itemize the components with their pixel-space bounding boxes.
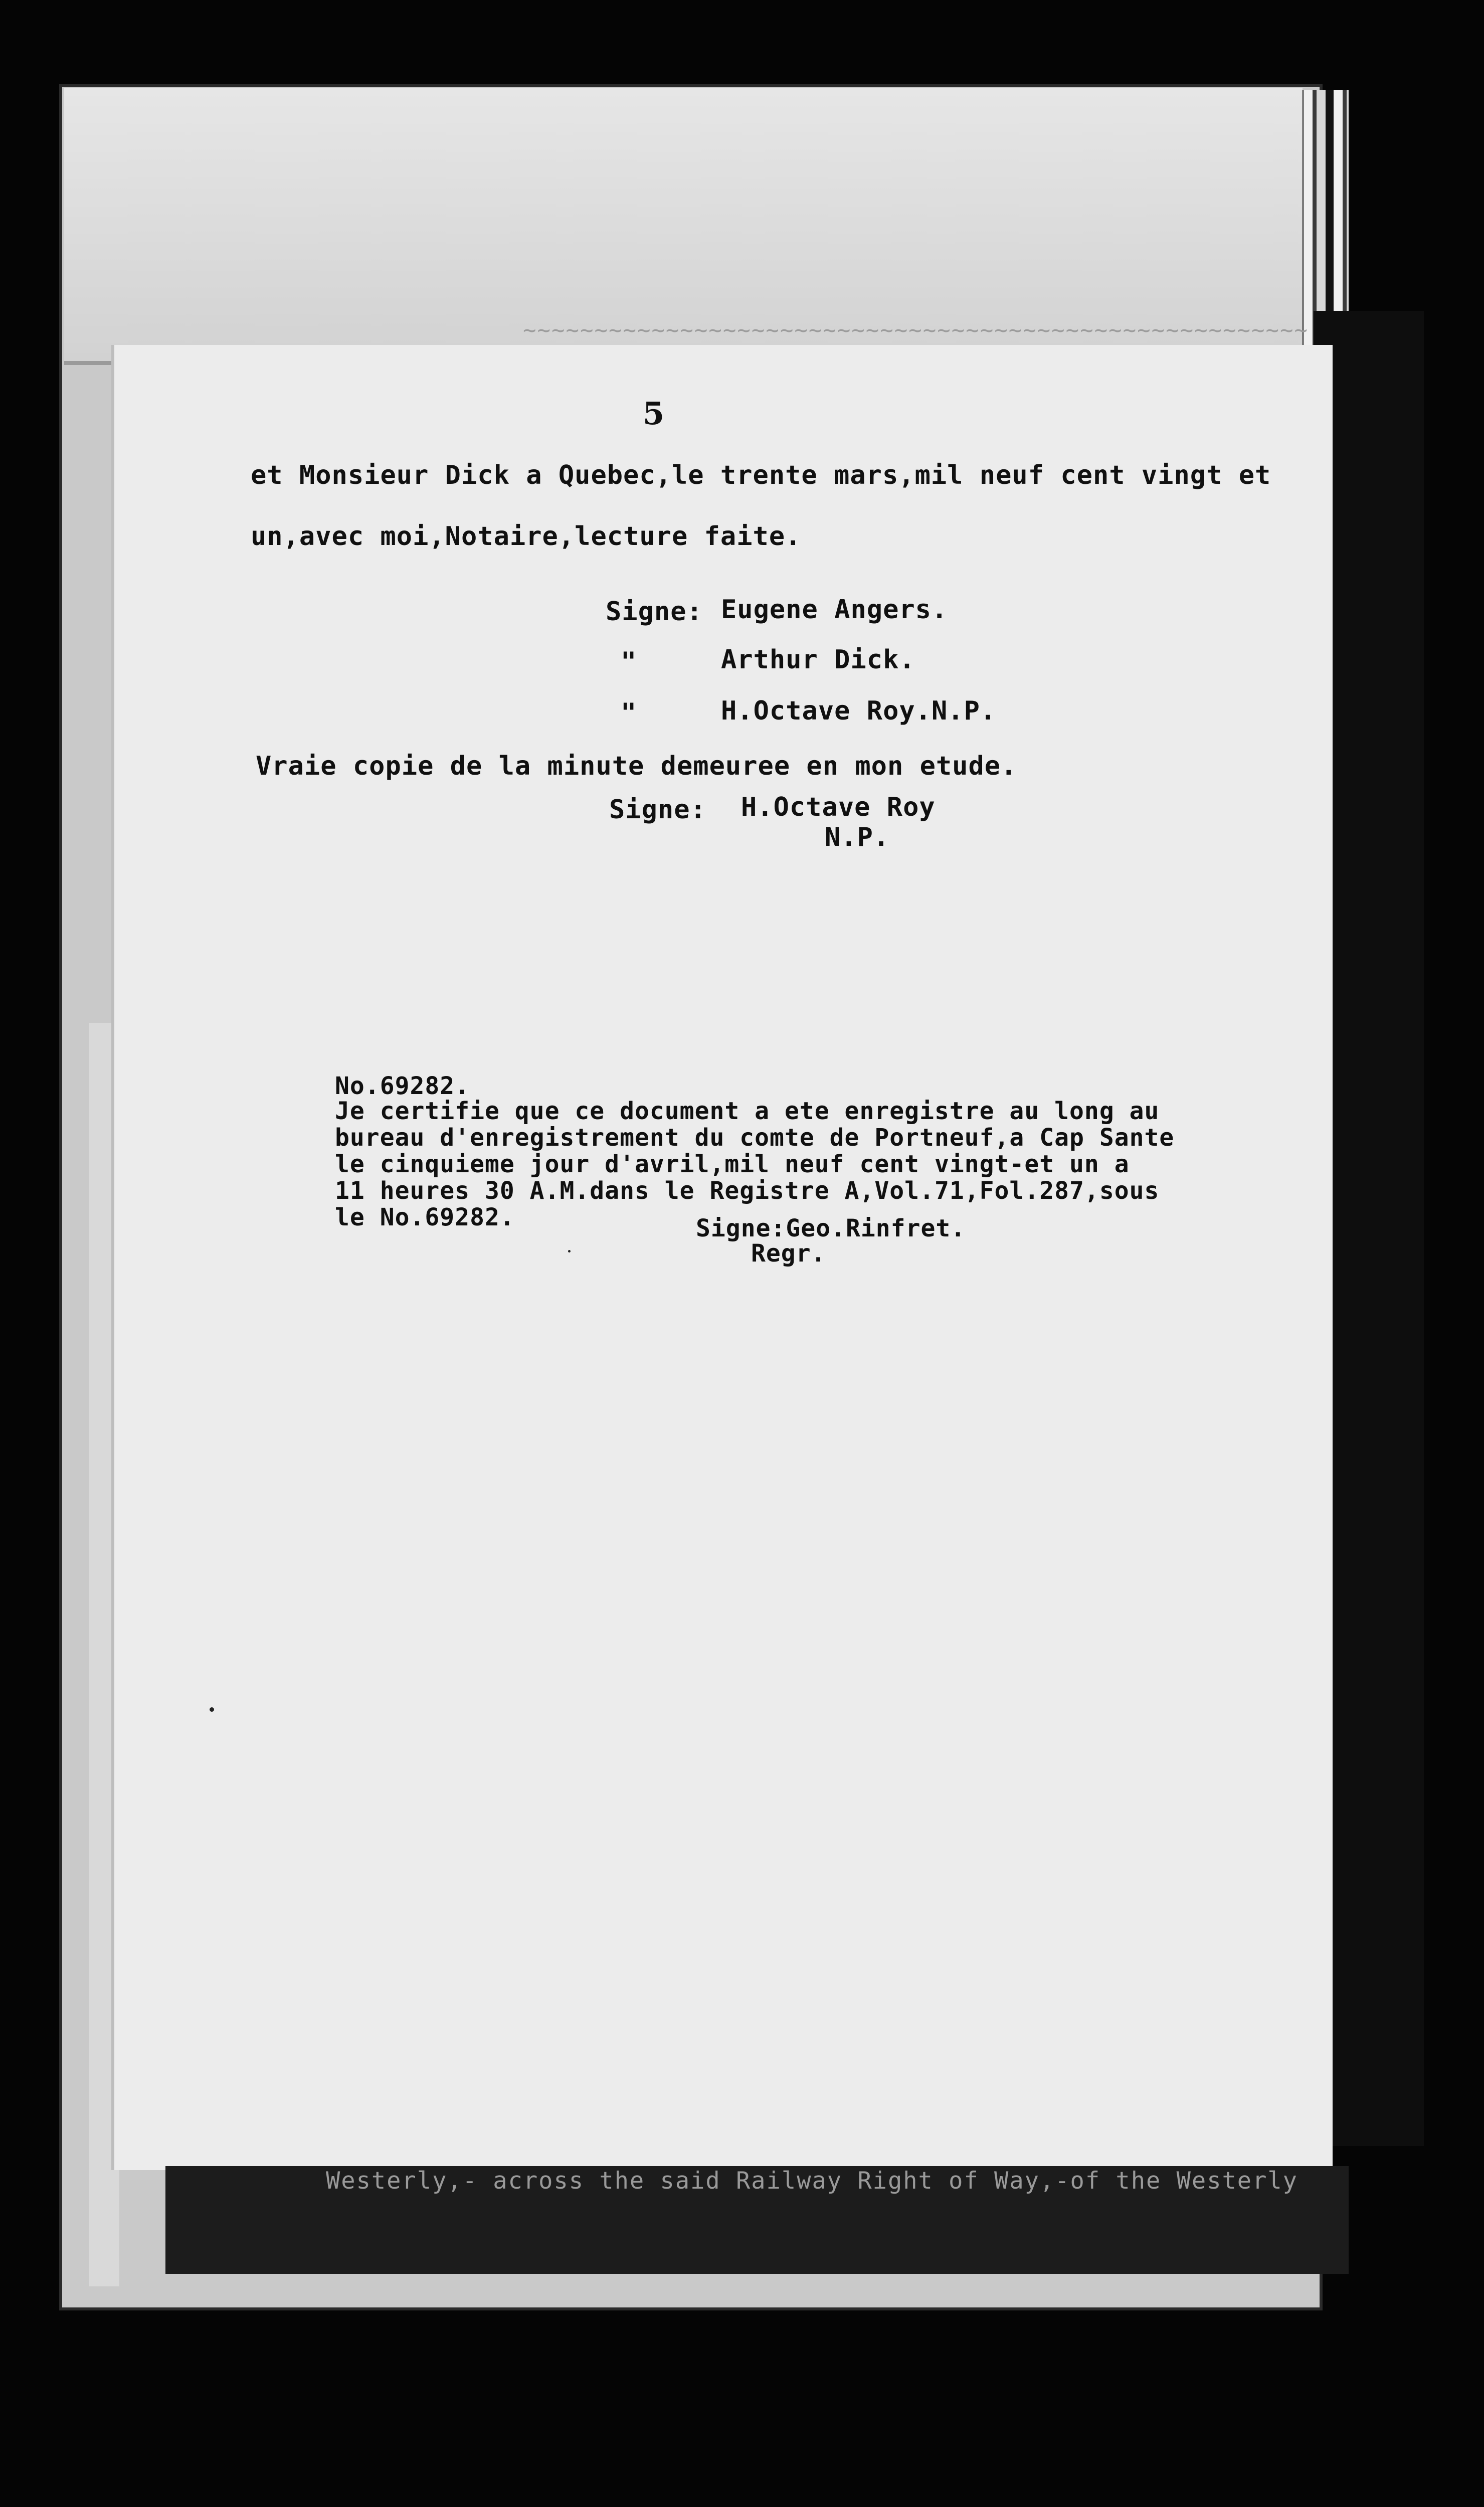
registration-number: No.69282.: [335, 1072, 470, 1100]
registration-signature: Signe:Geo.Rinfret.: [696, 1214, 966, 1242]
signature-prefix-3: ": [621, 698, 637, 728]
signature-prefix-1: Signe:: [606, 597, 703, 627]
ink-speck: [568, 1250, 571, 1252]
certified-copy-line: Vraie copie de la minute demeuree en mon etude.: [256, 751, 1017, 781]
page-number: 5: [643, 395, 665, 432]
registration-line-1: Je certifie que ce document a ete enregistre au long au: [335, 1097, 1160, 1125]
body-line-1: et Monsieur Dick a Quebec,le trente mars,mil neuf cent vingt et: [251, 460, 1271, 490]
registration-signature-title: Regr.: [751, 1239, 826, 1268]
registration-line-2: bureau d'enregistrement du comte de Portneuf,a Cap Sante: [335, 1124, 1175, 1152]
registration-line-3: le cinquieme jour d'avril,mil neuf cent vingt-et un a: [335, 1150, 1130, 1178]
ink-dot: [210, 1707, 214, 1712]
certified-signed-prefix: Signe:: [609, 795, 706, 825]
signature-name-2: Arthur Dick.: [721, 645, 915, 675]
bleed-through-text: ~~~~~~~~~~~~~~~~~~~~~~~~~~~~~~~~~~~~~~~~~~~~~~~~~~~~~~~: [522, 318, 1308, 344]
certified-signed-name: H.Octave Roy: [741, 792, 936, 822]
signature-name-1: Eugene Angers.: [721, 595, 948, 625]
certified-signed-title: N.P.: [825, 822, 890, 852]
signature-prefix-2: ": [621, 647, 637, 677]
registration-line-5: le No.69282.: [335, 1203, 515, 1231]
bottom-strip-text: Westerly,- across the said Railway Right of Way,-of the Westerly: [326, 2167, 1298, 2195]
registration-line-4: 11 heures 30 A.M.dans le Registre A,Vol.71,Fol.287,sous: [335, 1177, 1160, 1205]
body-line-2: un,avec moi,Notaire,lecture faite.: [251, 521, 802, 552]
folded-flap: [64, 88, 1308, 365]
signature-name-3: H.Octave Roy.N.P.: [721, 696, 997, 726]
